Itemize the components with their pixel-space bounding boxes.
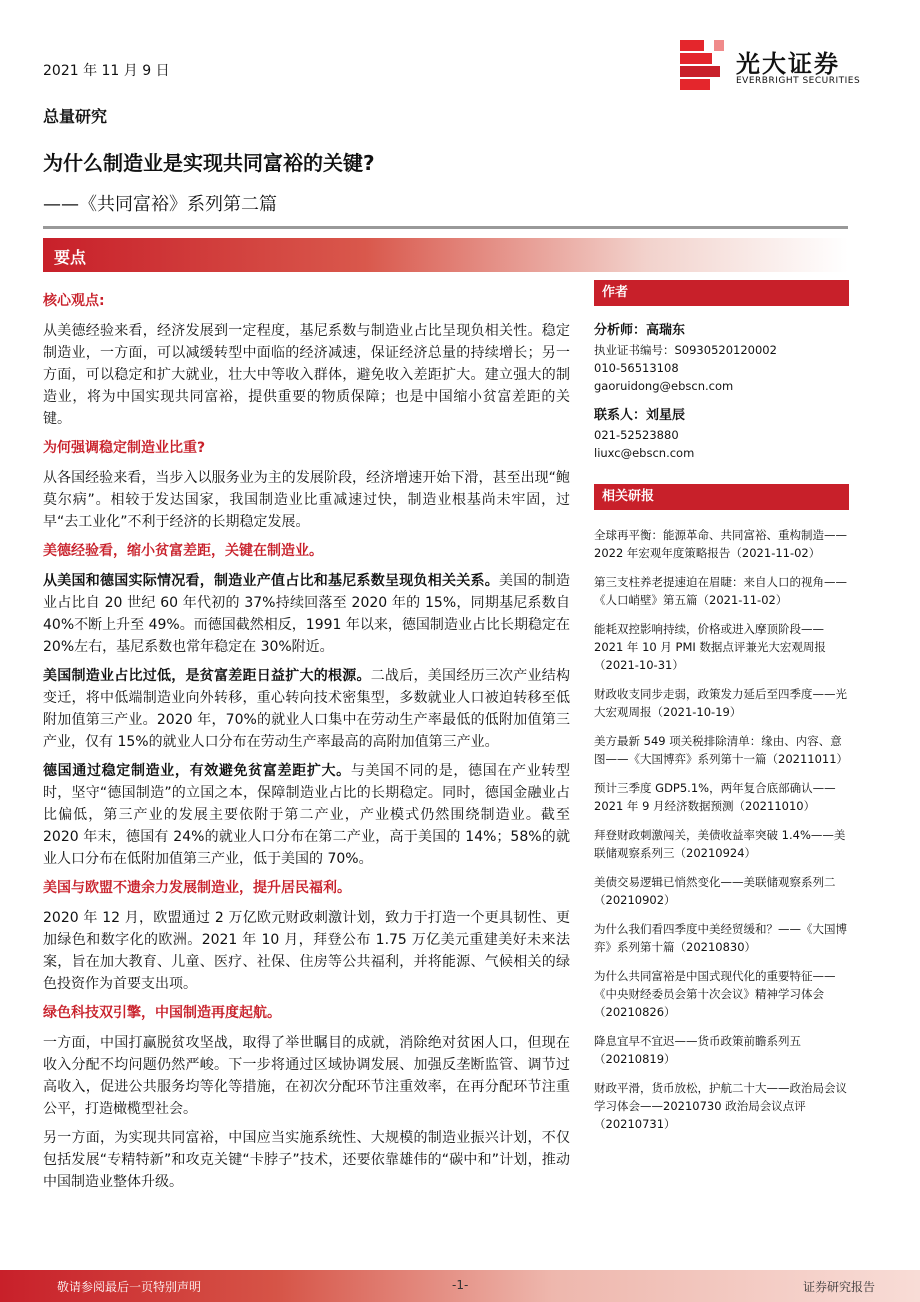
key-points-bar xyxy=(43,238,848,272)
related-report-item[interactable]: 全球再平衡：能源革命、共同富裕、重构制造——2022 年宏观年度策略报告（2021-11-02） xyxy=(594,528,847,560)
paragraph-germany-manufacturing xyxy=(43,760,570,870)
footer-disclaimer: 敬请参阅最后一页特别声明 xyxy=(57,1280,202,1294)
related-report-item[interactable]: 财政收支同步走弱，政策发力延后至四季度——光大宏观周报（2021-10-19） xyxy=(594,687,847,719)
sidebar xyxy=(594,280,849,1144)
company-logo xyxy=(680,40,880,96)
related-report-item[interactable]: 美债交易逻辑已悄然变化——美联储观察系列二（20210902） xyxy=(594,875,836,907)
paragraph-lead: 德国通过稳定制造业，有效避免贫富差距扩大。 xyxy=(43,763,351,779)
related-report-item[interactable]: 拜登财政刺激闯关，美债收益率突破 1.4%——美联储观察系列三（20210924） xyxy=(594,828,846,860)
author-info xyxy=(594,306,849,462)
everbright-logo-icon xyxy=(680,40,726,92)
related-reports-list xyxy=(594,510,849,1133)
paragraph-lead: 美国制造业占比过低，是贫富差距日益扩大的根源。 xyxy=(43,668,371,684)
author-header: 作者 xyxy=(594,280,849,306)
paragraph-us-manufacturing xyxy=(43,665,570,753)
analyst-email[interactable]: gaoruidong@ebscn.com xyxy=(594,379,734,393)
main-content xyxy=(43,290,570,1200)
heading-why-stabilize: 为何强调稳定制造业比重? xyxy=(43,440,206,456)
contact-email[interactable]: liuxc@ebscn.com xyxy=(594,446,695,460)
contact-phone: 021-52523880 xyxy=(594,428,679,442)
heading-core-view: 核心观点: xyxy=(43,293,105,309)
paragraph-why-stabilize: 从各国经验来看，当步入以服务业为主的发展阶段，经济增速开始下滑，甚至出现“鲍莫尔病”。相较于发达国家，我国制造业比重减速过快，制造业根基尚未牢固，过早“去工业化”不利于经济的长期稳定发展。 xyxy=(43,470,570,530)
related-report-item[interactable]: 美方最新 549 项关税排除清单：缘由、内容、意图——《大国博弈》系列第十一篇（20211011） xyxy=(594,734,849,766)
related-report-item[interactable]: 第三支柱养老提速迫在眉睫：来自人口的视角——《人口峭壁》第五篇（2021-11-02） xyxy=(594,575,847,607)
related-report-item[interactable]: 降息宜早不宜迟——货币政策前瞻系列五（20210819） xyxy=(594,1034,801,1066)
related-report-item[interactable]: 为什么共同富裕是中国式现代化的重要特征——《中央财经委员会第十次会议》精神学习体会（20210826） xyxy=(594,969,836,1019)
analyst-name: 分析师：高瑞东 xyxy=(594,323,686,338)
logo-english-name: EVERBRIGHT SECURITIES xyxy=(736,76,861,86)
analyst-license: 执业证书编号：S0930520120002 xyxy=(594,343,777,357)
report-title: 为什么制造业是实现共同富裕的关键? xyxy=(43,151,375,175)
paragraph-body: 二战后，美国经历三次产业结构变迁，将中低端制造业向外转移，重心转向技术密集型，多数就业人口被迫转移至低附加值第三产业。2020 年，70%的就业人口集中在劳动生产率最低的低附加值第三产业，仅有 15%的就业人口分布在劳动生产率最高的高附加值第三产业。 xyxy=(43,668,570,750)
title-divider xyxy=(43,226,848,229)
contact-name: 联系人：刘星辰 xyxy=(594,408,686,423)
report-subtitle: ——《共同富裕》系列第二篇 xyxy=(43,194,277,215)
heading-us-germany: 美德经验看，缩小贫富差距，关键在制造业。 xyxy=(43,543,323,559)
heading-green-tech: 绿色科技双引擎，中国制造再度起航。 xyxy=(43,1005,281,1021)
related-report-item[interactable]: 能耗双控影响持续，价格或进入摩顶阶段——2021 年 10 月 PMI 数据点评兼光大宏观周报（2021-10-31） xyxy=(594,622,826,672)
report-date: 2021 年 11 月 9 日 xyxy=(43,63,170,79)
paragraph-body: 与美国不同的是，德国在产业转型时，坚守“德国制造”的立国之本，保障制造业占比的长期稳定。同时，德国金融业占比偏低，第三产业的发展主要依附于第二产业，产业模式仍然围绕制造业。截至 2020 年末，德国有 24%的就业人口分布在第二产业，高于美国的 14%；58%的就业人口分布在低附加值第三产业，低于美国的 70%。 xyxy=(43,763,571,867)
paragraph-body: 美国的制造业占比自 20 世纪 60 年代初的 37%持续回落至 2020 年的 15%，同期基尼系数自 40%不断上升至 49%。而德国截然相反，1991 年以来，德国制造业占比长期稳定在 20%左右，基尼系数也常年稳定在 30%附近。 xyxy=(43,573,570,655)
page-footer xyxy=(0,1270,920,1302)
paragraph-green-tech-2: 另一方面，为实现共同富裕，中国应当实施系统性、大规模的制造业振兴计划，不仅包括发展“专精特新”和攻克关键“卡脖子”技术，还要依靠雄伟的“碳中和”计划，推动中国制造业整体升级。 xyxy=(43,1130,570,1190)
paragraph-core-view: 从美德经验来看，经济发展到一定程度，基尼系数与制造业占比呈现负相关性。稳定制造业，一方面，可以减缓转型中面临的经济减速，保证经济总量的持续增长；另一方面，可以稳定和扩大就业，壮大中等收入群体，避免收入差距扩大。建立强大的制造业，将为中国实现共同富裕，提供重要的物质保障；也是中国缩小贫富差距的关键。 xyxy=(43,323,570,427)
page-number: -1- xyxy=(452,1278,469,1292)
report-category: 总量研究 xyxy=(43,107,108,126)
analyst-phone: 010-56513108 xyxy=(594,361,679,375)
paragraph-us-germany xyxy=(43,570,570,658)
key-points-title: 要点 xyxy=(54,248,87,267)
heading-us-eu: 美国与欧盟不遗余力发展制造业，提升居民福利。 xyxy=(43,880,351,896)
footer-report-type: 证券研究报告 xyxy=(802,1280,875,1294)
paragraph-lead: 从美国和德国实际情况看，制造业产值占比和基尼系数呈现负相关关系。 xyxy=(43,573,499,589)
logo-chinese-name: 光大证券 xyxy=(736,50,840,78)
paragraph-green-tech-1: 一方面，中国打赢脱贫攻坚战，取得了举世瞩目的成就，消除绝对贫困人口，但现在收入分配不均问题仍然严峻。下一步将通过区域协调发展、加强反垄断监管、调节过高收入，促进公共服务均等化等措施，在初次分配环节注重效率，在再分配环节注重公平，打造橄榄型社会。 xyxy=(43,1035,570,1117)
related-report-item[interactable]: 为什么我们看四季度中美经贸缓和？——《大国博弈》系列第十篇（20210830） xyxy=(594,922,847,954)
related-reports-header: 相关研报 xyxy=(594,484,849,510)
paragraph-us-eu: 2020 年 12 月，欧盟通过 2 万亿欧元财政刺激计划，致力于打造一个更具韧性、更加绿色和数字化的欧洲。2021 年 10 月，拜登公布 1.75 万亿美元重建美好未来法案，旨在加大教育、儿童、医疗、社保、住房等公共福利，并将能源、气候相关的绿色投资作为首要支出项。 xyxy=(43,910,570,992)
related-report-item[interactable]: 预计三季度 GDP5.1%，两年复合底部确认——2021 年 9 月经济数据预测（20211010） xyxy=(594,781,836,813)
related-report-item[interactable]: 财政平滑，货币放松，护航二十大——政治局会议学习体会——20210730 政治局会议点评（20210731） xyxy=(594,1081,847,1131)
